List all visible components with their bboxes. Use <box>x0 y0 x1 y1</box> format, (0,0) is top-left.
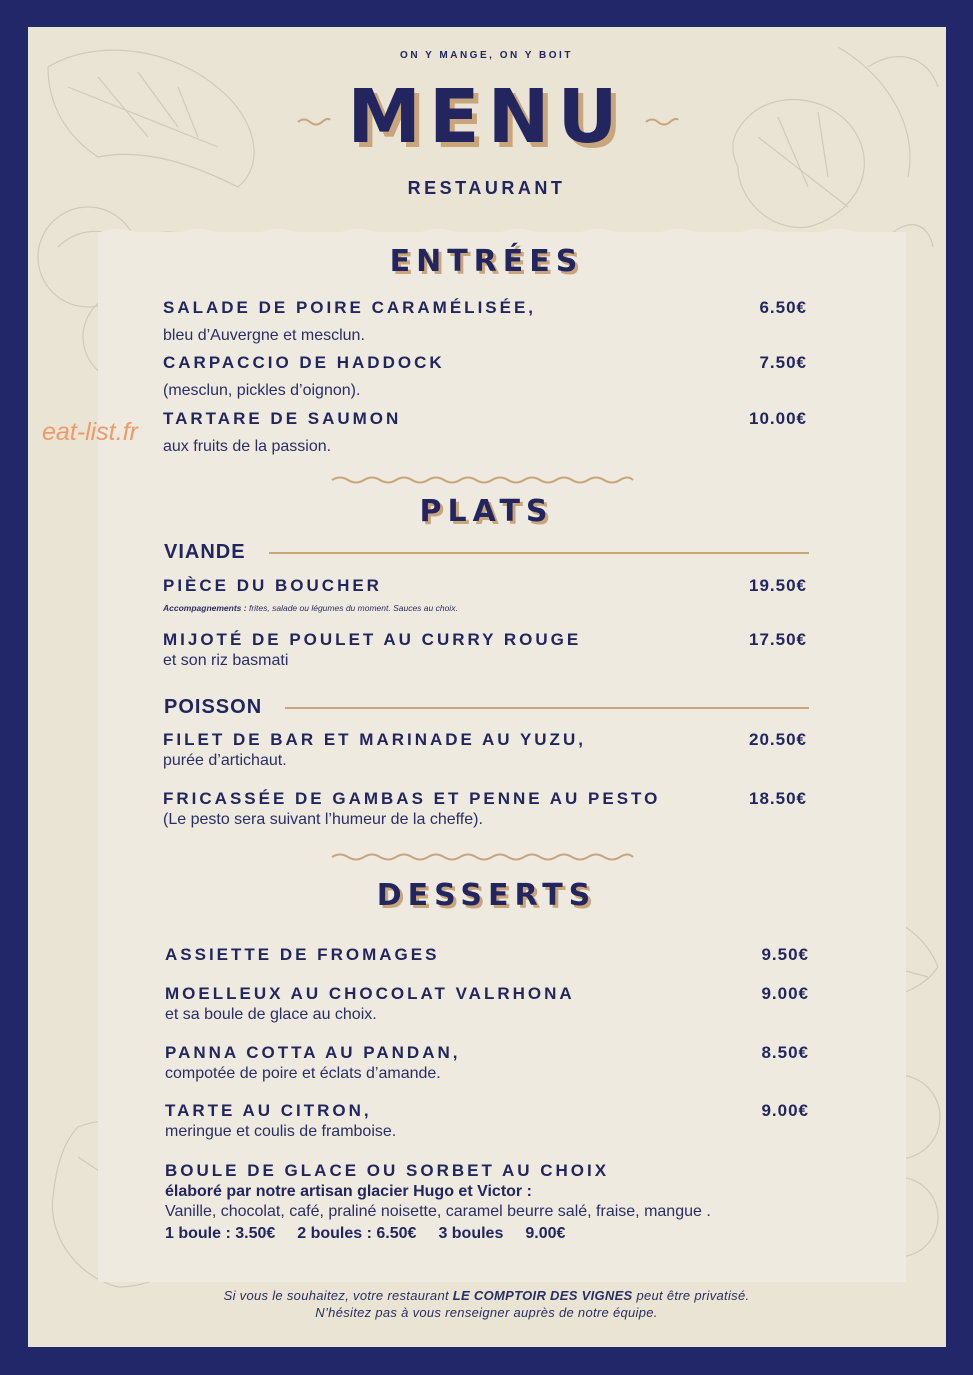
label-three-scoops: 3 boules <box>438 1225 504 1242</box>
footer-text: Si vous le souhaitez, votre restaurant <box>223 1288 453 1303</box>
footer-line-2: N’hésitez pas à vous renseigner auprès de notre équipe. <box>315 1305 658 1320</box>
watermark: eat-list.fr <box>42 418 138 446</box>
restaurant-name: LE COMPTOIR DES VIGNES <box>452 1288 633 1303</box>
item-name: ASSIETTE DE FROMAGES <box>165 945 440 964</box>
section-title-desserts: DESSERTS <box>376 878 597 913</box>
item-name: CARPACCIO DE HADDOCK <box>163 353 445 372</box>
menu-item <box>163 629 813 671</box>
price-two-scoops: 2 boules : 6.50€ <box>297 1225 417 1242</box>
item-name: MIJOTÉ DE POULET AU CURRY ROUGE <box>163 630 582 649</box>
footer-text: peut être privatisé. <box>632 1288 750 1303</box>
section-title-plats: PLATS <box>419 494 554 529</box>
wave-divider <box>330 474 635 486</box>
tagline: ON Y MANGE, ON Y BOIT <box>400 50 573 61</box>
category-viande <box>164 540 809 564</box>
item-note <box>163 601 813 615</box>
flavor-list: Vanille, chocolat, café, praliné noisette, caramel beurre salé, fraise, mangue . <box>165 1203 711 1220</box>
item-description: bleu d’Auvergne et mesclun. <box>163 327 365 344</box>
item-description: purée d’artichaut. <box>163 752 287 769</box>
item-description: meringue et coulis de framboise. <box>165 1123 397 1140</box>
item-price: 19.50€ <box>749 576 807 595</box>
item-price: 6.50€ <box>759 298 807 317</box>
menu-item <box>165 1042 815 1084</box>
item-subtitle: élaboré par notre artisan glacier Hugo et Victor : <box>165 1183 532 1200</box>
item-description: (mesclun, pickles d’oignon). <box>163 382 361 399</box>
menu-item <box>165 983 815 1025</box>
item-price: 17.50€ <box>749 630 807 649</box>
menu-item <box>165 1100 815 1142</box>
category-label: VIANDE <box>164 541 246 563</box>
item-price: 18.50€ <box>749 789 807 808</box>
wave-divider <box>330 851 635 863</box>
item-name: PIÈCE DU BOUCHER <box>163 576 382 595</box>
item-name: PANNA COTTA AU PANDAN, <box>165 1043 461 1062</box>
item-name: BOULE DE GLACE OU SORBET AU CHOIX <box>165 1161 610 1180</box>
item-name: SALADE DE POIRE CARAMÉLISÉE, <box>163 298 537 317</box>
item-price: 9.00€ <box>761 984 809 1003</box>
item-note-label: Accompagnements : <box>163 603 247 613</box>
menu-item <box>165 944 815 966</box>
item-description: compotée de poire et éclats d’amande. <box>165 1065 441 1082</box>
price-three-scoops: 9.00€ <box>525 1225 566 1242</box>
category-rule <box>269 552 809 554</box>
menu-item <box>163 352 813 401</box>
item-price: 9.00€ <box>761 1101 809 1120</box>
item-name: FILET DE BAR ET MARINADE AU YUZU, <box>163 730 586 749</box>
menu-item <box>163 575 813 615</box>
page-subtitle: RESTAURANT <box>407 178 566 198</box>
item-price: 8.50€ <box>761 1043 809 1062</box>
menu-item <box>163 297 813 346</box>
scoop-prices <box>165 1222 865 1246</box>
item-note-text: frites, salade ou légumes du moment. Sauces au choix. <box>246 603 458 613</box>
item-description: et sa boule de glace au choix. <box>165 1006 377 1023</box>
item-price: 20.50€ <box>749 730 807 749</box>
page-title: MENU <box>347 74 626 160</box>
item-description: aux fruits de la passion. <box>163 438 332 455</box>
category-rule <box>285 707 809 709</box>
item-name: MOELLEUX AU CHOCOLAT VALRHONA <box>165 984 575 1003</box>
item-price: 10.00€ <box>749 409 807 428</box>
footer-line-1 <box>0 1287 973 1304</box>
menu-item <box>163 729 813 771</box>
category-poisson <box>164 695 809 719</box>
ice-cream-item <box>165 1160 865 1246</box>
footer-note <box>0 1287 973 1321</box>
item-name: FRICASSÉE DE GAMBAS ET PENNE AU PESTO <box>163 789 661 808</box>
item-name: TARTE AU CITRON, <box>165 1101 372 1120</box>
item-description: (Le pesto sera suivant l’humeur de la cheffe). <box>163 811 483 828</box>
wavy-edge <box>98 223 906 237</box>
section-title-entrees: ENTRÉES <box>389 244 584 279</box>
category-label: POISSON <box>164 696 263 718</box>
item-name: TARTARE DE SAUMON <box>163 409 402 428</box>
menu-item <box>163 408 813 457</box>
item-description: et son riz basmati <box>163 652 289 669</box>
item-price: 9.50€ <box>761 945 809 964</box>
item-price: 7.50€ <box>759 353 807 372</box>
right-squiggle-ornament <box>644 116 680 126</box>
menu-sheet <box>28 27 946 1347</box>
menu-item <box>163 788 813 830</box>
price-one-scoop: 1 boule : 3.50€ <box>165 1225 276 1242</box>
